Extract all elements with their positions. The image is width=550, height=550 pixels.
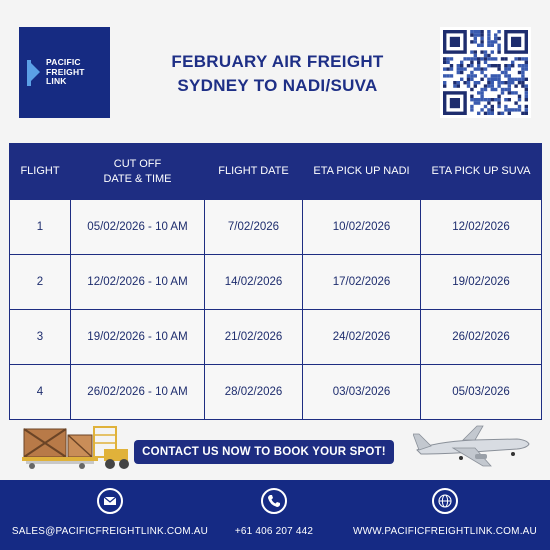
cell-eta-suva: 12/02/2026	[421, 200, 542, 255]
table-row	[10, 310, 542, 365]
title-line-1: FEBRUARY AIR FREIGHT	[171, 52, 384, 71]
footer-email[interactable]	[10, 488, 210, 537]
cell-flight-date: 21/02/2026	[205, 310, 303, 365]
table-row	[10, 255, 542, 310]
cell-eta-nadi: 03/03/2026	[303, 365, 421, 420]
cell-flight: 2	[10, 255, 71, 310]
cell-eta-nadi: 17/02/2026	[303, 255, 421, 310]
cell-flight: 1	[10, 200, 71, 255]
footer-phone-text[interactable]: +61 406 207 442	[234, 526, 314, 537]
header-cutoff: CUT OFF DATE & TIME	[71, 144, 205, 200]
footer-website[interactable]	[345, 488, 545, 537]
cell-eta-suva: 19/02/2026	[421, 255, 542, 310]
footer-email-text[interactable]: SALES@PACIFICFREIGHTLINK.COM.AU	[11, 526, 209, 537]
cell-eta-nadi: 24/02/2026	[303, 310, 421, 365]
contact-cta-button[interactable]: CONTACT US NOW TO BOOK YOUR SPOT!	[134, 440, 394, 464]
qr-code-icon[interactable]	[440, 27, 531, 118]
cell-eta-suva: 26/02/2026	[421, 310, 542, 365]
table-header-row	[10, 144, 542, 200]
header-flight-date: FLIGHT DATE	[205, 144, 303, 200]
footer-phone[interactable]	[214, 488, 334, 537]
table-row	[10, 365, 542, 420]
flight-schedule-table	[9, 143, 542, 420]
footer-website-text[interactable]: WWW.PACIFICFREIGHTLINK.COM.AU	[353, 526, 537, 537]
cell-flight-date: 28/02/2026	[205, 365, 303, 420]
cell-eta-suva: 05/03/2026	[421, 365, 542, 420]
phone-icon	[261, 488, 287, 514]
globe-icon	[432, 488, 458, 514]
contact-footer	[0, 480, 550, 550]
header-eta-suva: ETA PICK UP SUVA	[421, 144, 542, 200]
airplane-illustration	[413, 422, 531, 470]
cell-flight: 3	[10, 310, 71, 365]
header-eta-nadi: ETA PICK UP NADI	[303, 144, 421, 200]
cell-cutoff: 05/02/2026 - 10 AM	[71, 200, 205, 255]
cell-cutoff: 19/02/2026 - 10 AM	[71, 310, 205, 365]
cell-flight-date: 14/02/2026	[205, 255, 303, 310]
header-flight: FLIGHT	[10, 144, 71, 200]
mail-icon	[97, 488, 123, 514]
logo-mark-icon	[27, 60, 41, 86]
page-title	[120, 50, 435, 98]
cell-eta-nadi: 10/02/2026	[303, 200, 421, 255]
cell-flight: 4	[10, 365, 71, 420]
cell-cutoff: 26/02/2026 - 10 AM	[71, 365, 205, 420]
cell-cutoff: 12/02/2026 - 10 AM	[71, 255, 205, 310]
company-logo	[19, 27, 110, 118]
table-row	[10, 200, 542, 255]
cell-flight-date: 7/02/2026	[205, 200, 303, 255]
cargo-loader-illustration	[22, 421, 132, 471]
title-line-2: SYDNEY TO NADI/SUVA	[177, 76, 378, 95]
logo-wordmark: PACIFIC FREIGHT LINK	[46, 57, 85, 87]
